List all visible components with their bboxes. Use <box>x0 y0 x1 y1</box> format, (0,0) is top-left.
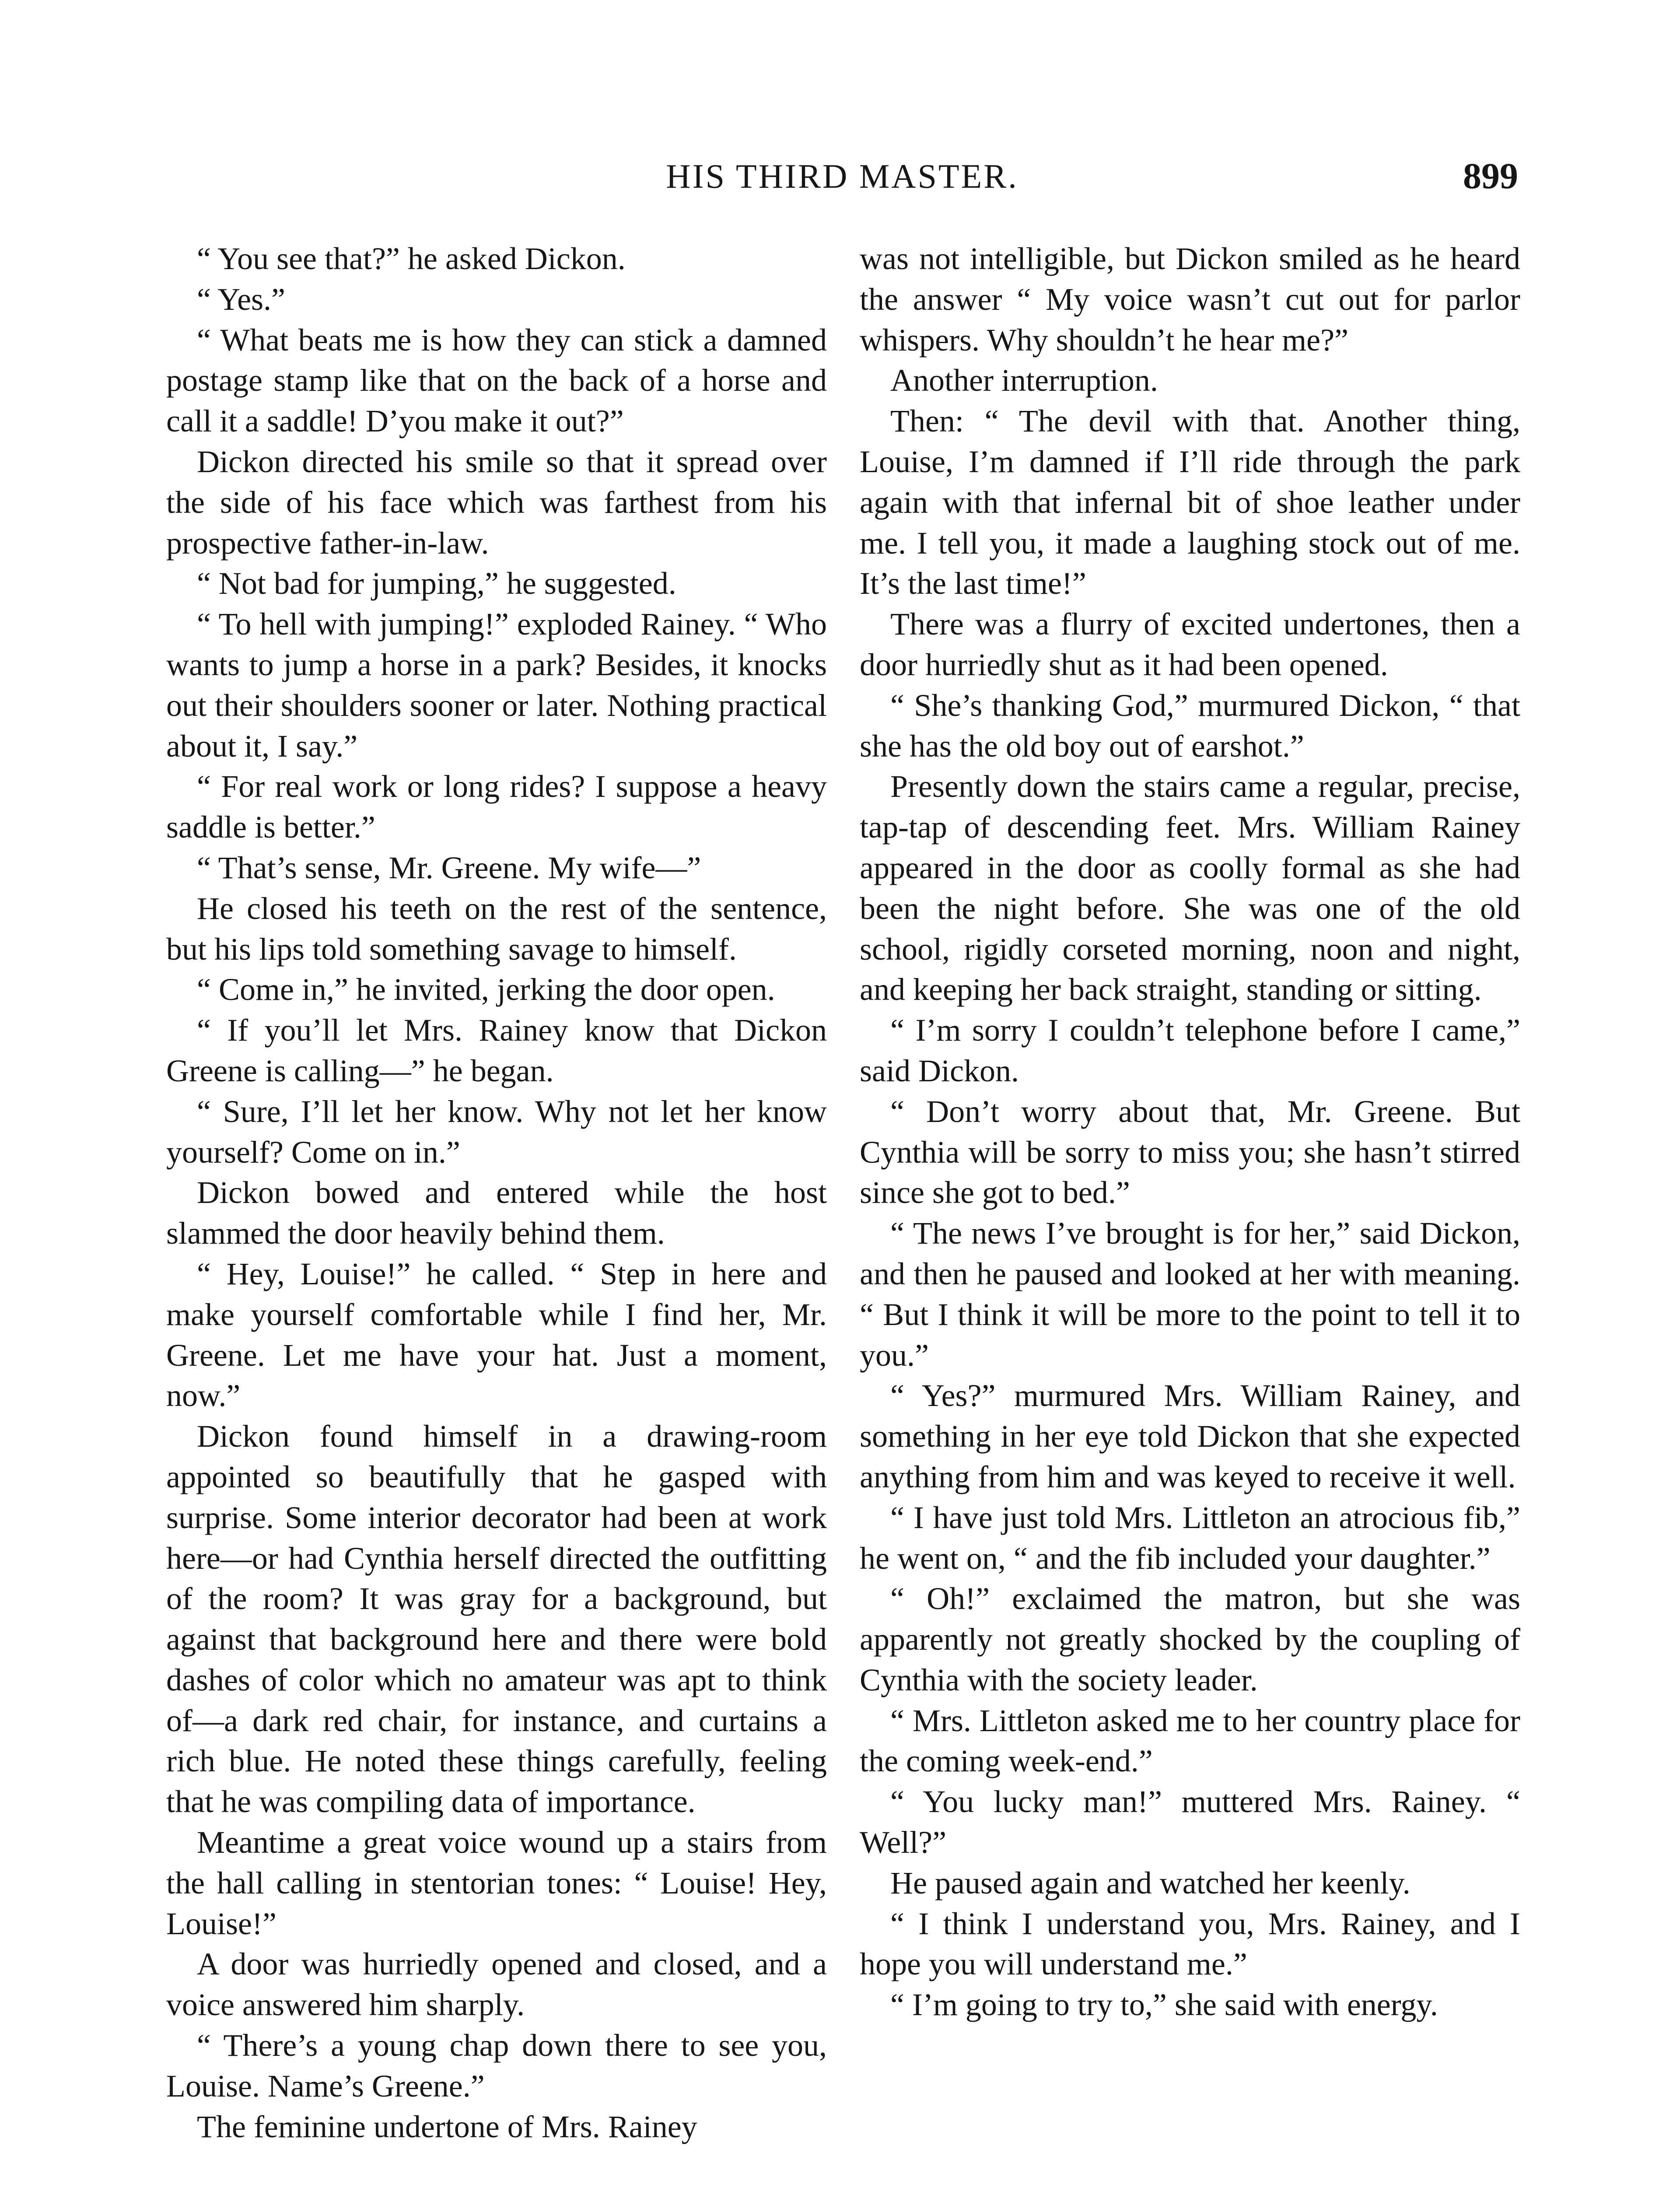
paragraph: “ Hey, Louise!” he called. “ Step in here and make yourself comfortable while I find her, Mr. Greene. Let me have your hat. Just a moment, now.” <box>166 1256 827 1413</box>
paragraph: “ The news I’ve brought is for her,” said Dickon, and then he paused and looked at her with meaning. “ But I think it will be more to the point to tell it to you.” <box>860 1216 1520 1373</box>
paragraph: “ For real work or long rides? I suppose a heavy saddle is better.” <box>166 769 827 845</box>
paragraph: “ Oh!” exclaimed the matron, but she was apparently not greatly shocked by the coupling of Cynthia with the society leader. <box>860 1581 1520 1697</box>
paragraph: “ To hell with jumping!” exploded Rainey. “ Who wants to jump a horse in a park? Besides, it knocks out their shoulders sooner or later. Nothing practical about it, I say.” <box>166 607 827 764</box>
paragraph: There was a flurry of excited undertones, then a door hurriedly shut as it had been opened. <box>860 607 1520 682</box>
paragraph: “ I’m sorry I couldn’t telephone before I came,” said Dickon. <box>860 1013 1520 1088</box>
paragraph: Presently down the stairs came a regular, precise, tap-tap of descending feet. Mrs. William Rainey appeared in the door as coolly formal as she had been the night before. She was one of the old school, rigidly corseted morning, noon and night, and keeping her back straight, standing or sitting. <box>860 769 1520 1007</box>
paragraph: “ Yes?” murmured Mrs. William Rainey, and something in her eye told Dickon that she expected anything from him and was keyed to receive it well. <box>860 1378 1520 1494</box>
paragraph: “ Mrs. Littleton asked me to her country place for the coming week-end.” <box>860 1703 1520 1779</box>
paragraph: He paused again and watched her keenly. <box>890 1865 1410 1900</box>
paragraph: “ There’s a young chap down there to see you, Louise. Name’s Greene.” <box>166 2028 827 2104</box>
paragraph: Then: “ The devil with that. Another thing, Louise, I’m damned if I’ll ride through the park again with that infernal bit of shoe leather under me. I tell you, it made a laughing stock out of me. It’s the last time!” <box>860 403 1520 601</box>
paragraph: Dickon bowed and entered while the host slammed the door heavily behind them. <box>166 1175 827 1251</box>
paragraph: “ I have just told Mrs. Littleton an atrocious fib,” he went on, “ and the fib included your daughter.” <box>860 1500 1520 1576</box>
left-column <box>166 238 827 2147</box>
paragraph: “ You see that?” he asked Dickon. <box>197 241 626 276</box>
paragraph: Another interruption. <box>890 363 1158 398</box>
paragraph: “ That’s sense, Mr. Greene. My wife—” <box>197 850 701 885</box>
paragraph: “ Yes.” <box>197 281 286 317</box>
paragraph: “ You lucky man!” muttered Mrs. Rainey. “ Well?” <box>860 1784 1520 1860</box>
paragraph: “ Don’t worry about that, Mr. Greene. But Cynthia will be sorry to miss you; she hasn’t stirred since she got to bed.” <box>860 1094 1520 1210</box>
paragraph: “ I think I understand you, Mrs. Rainey, and I hope you will understand me.” <box>860 1906 1520 1982</box>
paragraph: Dickon found himself in a drawing-room appointed so beautifully that he gasped with surprise. Some interior decorator had been at work here—or had Cynthia herself directed the outfitting of the room? It was gray for a background, but against that background here and there were bold dashes of color which no amateur was apt to think of—a dark red chair, for instance, and curtains a rich blue. He noted these things carefully, feeling that he was compiling data of importance. <box>166 1419 827 1820</box>
paragraph: “ If you’ll let Mrs. Rainey know that Dickon Greene is calling—” he began. <box>166 1013 827 1088</box>
paragraph: “ Not bad for jumping,” he suggested. <box>197 566 676 601</box>
paragraph: He closed his teeth on the rest of the sentence, but his lips told something savage to himself. <box>166 891 827 967</box>
paragraph: “ Come in,” he invited, jerking the door open. <box>197 972 775 1007</box>
paragraph: “ She’s thanking God,” murmured Dickon, “ that she has the old boy out of earshot.” <box>860 687 1520 764</box>
page-number: 899 <box>1463 156 1518 196</box>
paragraph: “ What beats me is how they can stick a damned postage stamp like that on the back of a horse and call it a saddle! D’you make it out?” <box>166 322 827 439</box>
right-column <box>860 238 1520 2025</box>
paragraph: Meantime a great voice wound up a stairs from the hall calling in stentorian tones: “ Louise! Hey, Louise!” <box>166 1825 827 1941</box>
paragraph: “ Sure, I’ll let her know. Why not let her know yourself? Come on in.” <box>166 1094 827 1170</box>
paragraph: was not intelligible, but Dickon smiled as he heard the answer “ My voice wasn’t cut out for parlor whispers. Why shouldn’t he hear me?” <box>860 241 1520 358</box>
running-title: HIS THIRD MASTER. <box>666 157 1018 195</box>
page-header <box>166 157 1518 205</box>
paragraph: The feminine undertone of Mrs. Rainey <box>197 2109 697 2144</box>
paragraph: Dickon directed his smile so that it spread over the side of his face which was farthest from his prospective father-in-law. <box>166 444 827 561</box>
paragraph: A door was hurriedly opened and closed, and a voice answered him sharply. <box>166 1946 827 2023</box>
paragraph: “ I’m going to try to,” she said with energy. <box>890 1987 1438 2023</box>
